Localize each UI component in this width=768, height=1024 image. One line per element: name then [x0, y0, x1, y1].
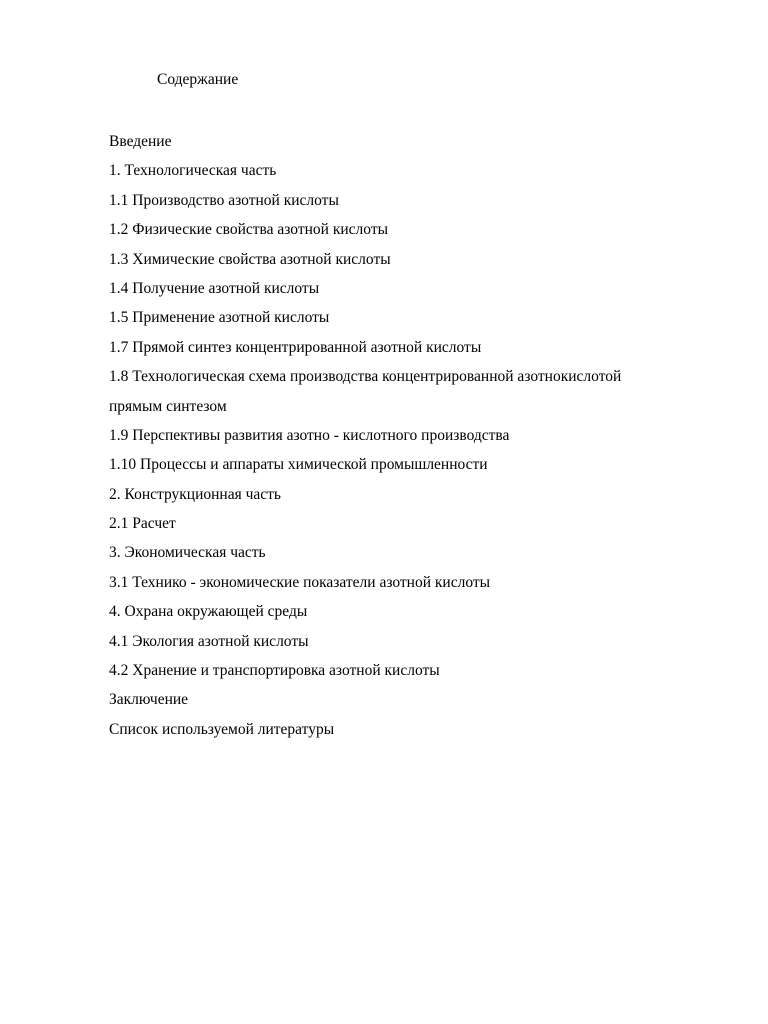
toc-entry: 2.1 Расчет	[109, 515, 176, 533]
toc-entry: 1.10 Процессы и аппараты химической промышленности	[109, 456, 488, 474]
toc-entry: Заключение	[109, 691, 189, 709]
toc-entry: 1.9 Перспективы развития азотно - кислотного производства	[109, 426, 510, 444]
toc-title: Содержание	[157, 71, 239, 88]
toc-entry: 1.2 Физические свойства азотной кислоты	[109, 221, 389, 239]
toc-entry: 1.7 Прямой синтез концентрированной азотной кислоты	[109, 338, 482, 356]
toc-entry-continuation: прямым синтезом	[109, 397, 227, 415]
toc-entry: 1.3 Химические свойства азотной кислоты	[109, 250, 391, 268]
toc-entry: 2. Конструкционная часть	[109, 485, 281, 503]
toc-entry: 1. Технологическая часть	[109, 162, 277, 180]
toc-entry: 4. Охрана окружающей среды	[109, 603, 308, 621]
toc-entry: 1.1 Производство азотной кислоты	[109, 191, 339, 209]
toc-entry: 3. Экономическая часть	[109, 544, 266, 562]
toc-entry: 1.5 Применение азотной кислоты	[109, 309, 330, 327]
toc-list	[109, 127, 729, 744]
toc-entry: 1.8 Технологическая схема производства концентрированной азотнокислотой	[109, 368, 622, 386]
toc-entry: 1.4 Получение азотной кислоты	[109, 279, 320, 297]
toc-entry: Список используемой литературы	[109, 720, 335, 738]
toc-entry: 4.2 Хранение и транспортировка азотной кислоты	[109, 662, 440, 680]
toc-entry: 3.1 Технико - экономические показатели азотной кислоты	[109, 573, 491, 591]
toc-entry: 4.1 Экология азотной кислоты	[109, 632, 309, 650]
toc-entry: Введение	[109, 133, 172, 150]
